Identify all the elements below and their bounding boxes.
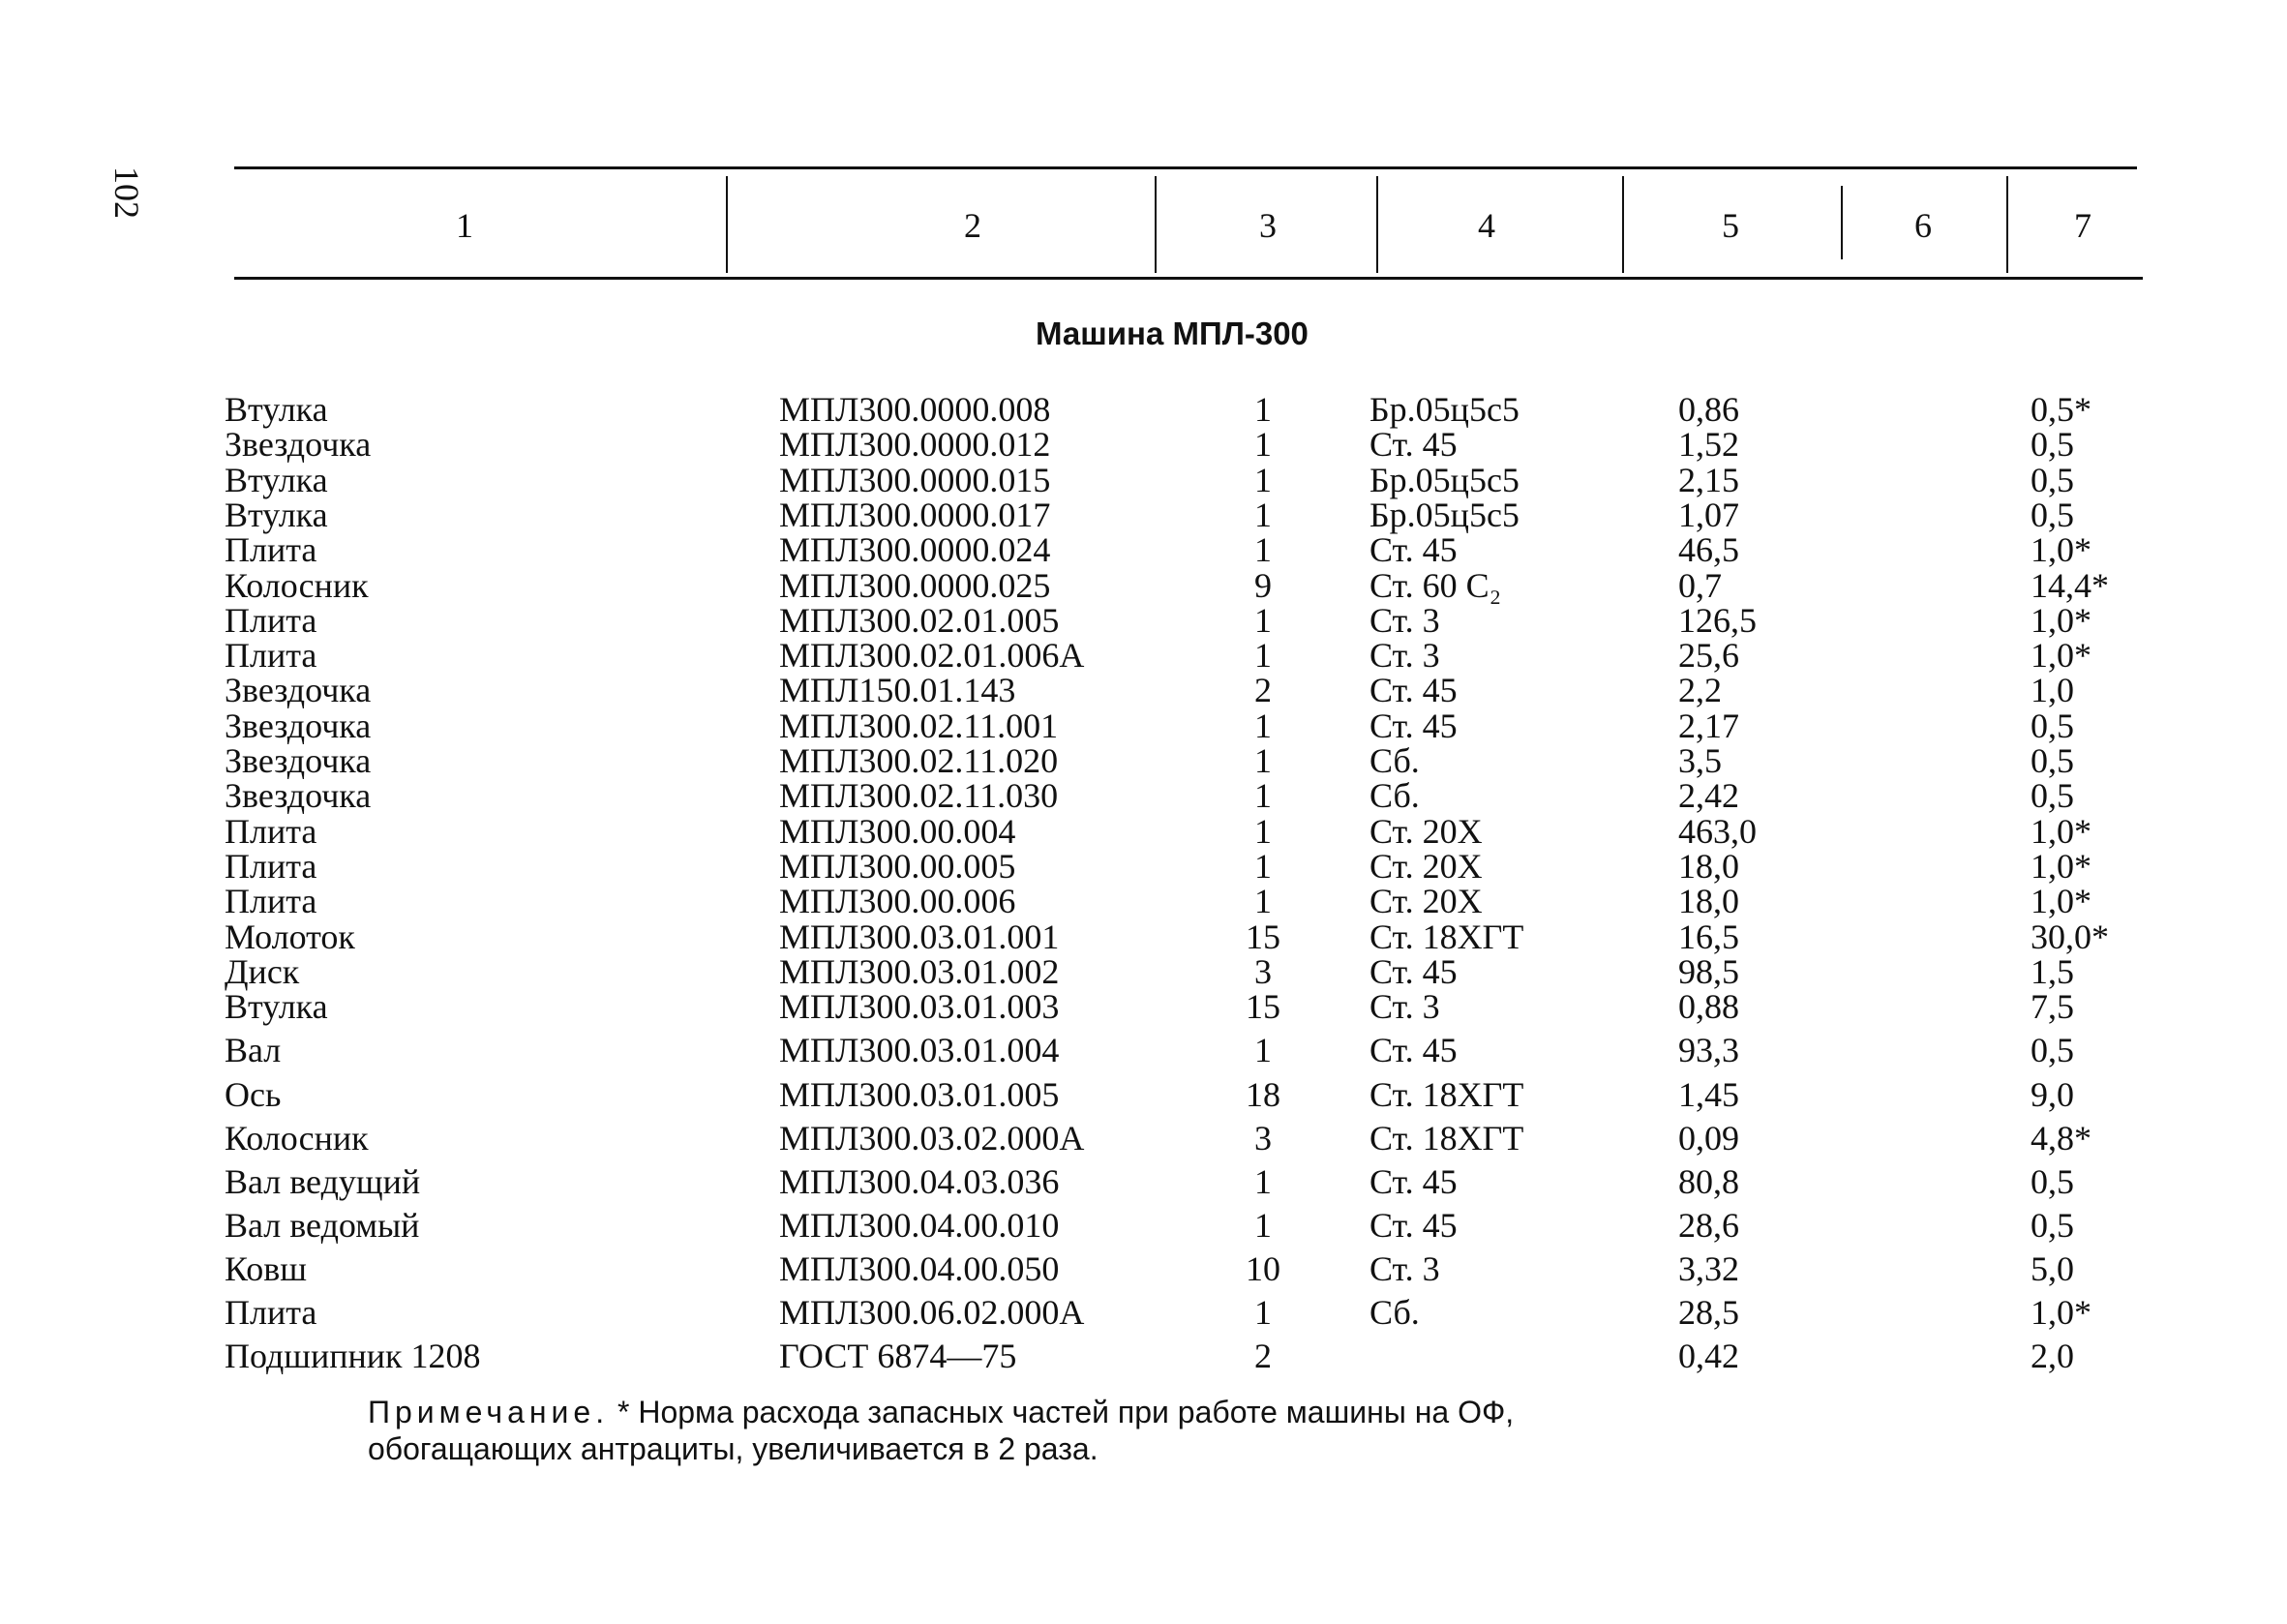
table-row — [0, 986, 2287, 1027]
part-name: Втулка — [225, 390, 328, 429]
part-quantity: 1 — [1254, 706, 1272, 745]
part-name: Молоток — [225, 917, 355, 956]
table-row — [0, 1074, 2287, 1114]
part-name: Втулка — [225, 495, 328, 534]
part-mass: 16,5 — [1678, 917, 1739, 956]
table-row — [0, 1161, 2287, 1201]
part-name: Плита — [225, 636, 317, 676]
column-divider — [1155, 176, 1157, 273]
part-norm: 1,0* — [2031, 811, 2091, 851]
part-name: Плита — [225, 811, 317, 851]
part-code: МПЛ300.0000.017 — [779, 495, 1051, 534]
part-quantity: 1 — [1254, 1162, 1272, 1201]
table-row — [0, 529, 2287, 570]
part-code: МПЛ300.02.11.030 — [779, 776, 1059, 816]
part-code: МПЛ300.04.00.050 — [779, 1249, 1060, 1288]
column-divider — [2006, 176, 2008, 273]
part-quantity: 1 — [1254, 811, 1272, 851]
part-mass: 2,15 — [1678, 460, 1739, 499]
table-row — [0, 1248, 2287, 1288]
part-name: Колосник — [225, 1119, 369, 1158]
table-row — [0, 811, 2287, 851]
part-code: МПЛ300.02.01.005 — [779, 600, 1060, 640]
table-header-bottom-rule — [234, 277, 2143, 280]
part-norm: 2,0 — [2031, 1337, 2074, 1375]
part-material: Бр.05ц5с5 — [1369, 495, 1520, 534]
part-name: Вал ведущий — [225, 1162, 421, 1201]
part-mass: 1,07 — [1678, 495, 1739, 534]
part-material: Ст. 45 — [1369, 706, 1458, 745]
part-quantity: 1 — [1254, 1031, 1272, 1069]
footnote-label: Примечание. — [368, 1395, 610, 1429]
part-code: МПЛ300.0000.025 — [779, 565, 1051, 605]
footnote-text: * Норма расхода запасных частей при работе машины на ОФ, обогащающих антрациты, увеличивается в 2 раза. — [368, 1395, 1515, 1466]
part-material: Ст. 60 С₂ — [1369, 565, 1502, 605]
part-mass: 2,17 — [1678, 706, 1739, 745]
part-material: Ст. 18ХГТ — [1369, 1119, 1524, 1158]
part-norm: 0,5 — [2031, 776, 2074, 816]
part-material: Ст. 3 — [1369, 987, 1440, 1027]
table-row — [0, 670, 2287, 710]
part-norm: 30,0* — [2031, 917, 2109, 956]
part-name: Ковш — [225, 1249, 307, 1288]
part-code: МПЛ300.03.01.005 — [779, 1075, 1060, 1114]
part-material: Сб. — [1369, 1293, 1420, 1332]
table-row — [0, 424, 2287, 465]
part-material: Ст. 18ХГТ — [1369, 917, 1524, 956]
part-material: Ст. 3 — [1369, 636, 1440, 676]
part-quantity: 1 — [1254, 882, 1272, 921]
table-row — [0, 846, 2287, 886]
table-row — [0, 951, 2287, 991]
part-quantity: 1 — [1254, 846, 1272, 886]
part-material: Сб. — [1369, 776, 1420, 816]
part-quantity: 1 — [1254, 1206, 1272, 1245]
part-material: Ст. 20Х — [1369, 882, 1483, 921]
part-quantity: 1 — [1254, 741, 1272, 780]
part-norm: 1,0* — [2031, 530, 2091, 570]
table-row — [0, 740, 2287, 780]
part-norm: 4,8* — [2031, 1119, 2091, 1158]
part-code: МПЛ300.04.03.036 — [779, 1162, 1060, 1201]
part-norm: 0,5 — [2031, 425, 2074, 465]
part-norm: 1,5 — [2031, 951, 2074, 991]
part-norm: 1,0* — [2031, 1293, 2091, 1332]
part-mass: 1,52 — [1678, 425, 1739, 465]
table-row — [0, 565, 2287, 605]
part-name: Плита — [225, 600, 317, 640]
table-row — [0, 775, 2287, 816]
page-number: 102 — [107, 166, 146, 219]
column-header-4: 4 — [1478, 206, 1495, 245]
part-quantity: 3 — [1254, 951, 1272, 991]
column-divider — [1622, 176, 1624, 273]
part-norm: 0,5 — [2031, 1206, 2074, 1245]
table-row — [0, 635, 2287, 676]
part-name: Плита — [225, 530, 317, 570]
part-code: МПЛ300.06.02.000А — [779, 1293, 1085, 1332]
part-norm: 0,5 — [2031, 1162, 2074, 1201]
part-mass: 0,42 — [1678, 1337, 1739, 1375]
table-row — [0, 917, 2287, 956]
part-code: МПЛ300.00.005 — [779, 846, 1016, 886]
part-mass: 0,09 — [1678, 1119, 1739, 1158]
column-divider — [1841, 186, 1843, 259]
section-title: Машина МПЛ-300 — [1036, 316, 1309, 351]
part-mass: 93,3 — [1678, 1031, 1739, 1069]
part-code: МПЛ300.03.01.003 — [779, 987, 1060, 1027]
part-name: Колосник — [225, 565, 369, 605]
part-material: Бр.05ц5с5 — [1369, 460, 1520, 499]
table-row — [0, 1336, 2287, 1375]
part-mass: 18,0 — [1678, 882, 1739, 921]
part-quantity: 1 — [1254, 530, 1272, 570]
column-header-5: 5 — [1722, 206, 1739, 245]
part-name: Вал — [225, 1031, 282, 1069]
part-material: Ст. 45 — [1369, 530, 1458, 570]
part-code: МПЛ300.0000.024 — [779, 530, 1051, 570]
part-mass: 46,5 — [1678, 530, 1739, 570]
part-mass: 2,42 — [1678, 776, 1739, 816]
column-header-1: 1 — [456, 206, 473, 245]
part-material: Ст. 3 — [1369, 600, 1440, 640]
part-mass: 25,6 — [1678, 636, 1739, 676]
table-top-rule — [234, 166, 2137, 169]
part-material: Ст. 20Х — [1369, 811, 1483, 851]
part-code: МПЛ300.03.02.000А — [779, 1119, 1085, 1158]
part-material: Ст. 45 — [1369, 951, 1458, 991]
part-norm: 0,5 — [2031, 460, 2074, 499]
part-norm: 0,5* — [2031, 390, 2091, 429]
part-mass: 3,5 — [1678, 741, 1722, 780]
part-quantity: 18 — [1246, 1075, 1280, 1114]
part-quantity: 2 — [1254, 671, 1272, 710]
part-norm: 5,0 — [2031, 1249, 2074, 1288]
part-material: Ст. 45 — [1369, 1031, 1458, 1069]
part-quantity: 1 — [1254, 600, 1272, 640]
part-mass: 18,0 — [1678, 846, 1739, 886]
part-material: Бр.05ц5с5 — [1369, 390, 1520, 429]
part-name: Втулка — [225, 460, 328, 499]
part-quantity: 9 — [1254, 565, 1272, 605]
part-name: Втулка — [225, 987, 328, 1027]
part-code: МПЛ300.00.004 — [779, 811, 1016, 851]
part-name: Плита — [225, 846, 317, 886]
part-name: Звездочка — [225, 706, 372, 745]
part-norm: 0,5 — [2031, 706, 2074, 745]
part-code: МПЛ150.01.143 — [779, 671, 1016, 710]
part-code: МПЛ300.03.01.004 — [779, 1031, 1060, 1069]
footnote — [368, 1394, 1529, 1467]
part-quantity: 15 — [1246, 917, 1280, 956]
part-quantity: 1 — [1254, 425, 1272, 465]
part-quantity: 1 — [1254, 495, 1272, 534]
part-quantity: 15 — [1246, 987, 1280, 1027]
part-mass: 463,0 — [1678, 811, 1757, 851]
part-mass: 0,86 — [1678, 390, 1739, 429]
part-norm: 9,0 — [2031, 1075, 2074, 1114]
part-mass: 28,6 — [1678, 1206, 1739, 1245]
part-norm: 1,0* — [2031, 846, 2091, 886]
part-norm: 14,4* — [2031, 565, 2109, 605]
part-code: МПЛ300.0000.015 — [779, 460, 1051, 499]
part-quantity: 1 — [1254, 390, 1272, 429]
table-row — [0, 881, 2287, 921]
part-code: МПЛ300.02.11.020 — [779, 741, 1059, 780]
part-norm: 1,0* — [2031, 600, 2091, 640]
part-name: Диск — [225, 951, 300, 991]
part-code: МПЛ300.00.006 — [779, 882, 1016, 921]
part-quantity: 2 — [1254, 1337, 1272, 1375]
part-mass: 80,8 — [1678, 1162, 1739, 1201]
column-divider — [1376, 176, 1378, 273]
part-quantity: 1 — [1254, 1293, 1272, 1332]
table-row — [0, 1030, 2287, 1069]
part-material: Ст. 45 — [1369, 671, 1458, 710]
part-material: Ст. 18ХГТ — [1369, 1075, 1524, 1114]
part-name: Звездочка — [225, 741, 372, 780]
part-code: МПЛ300.03.01.002 — [779, 951, 1060, 991]
part-name: Вал ведомый — [225, 1206, 420, 1245]
part-code: МПЛ300.0000.008 — [779, 390, 1051, 429]
part-code: МПЛ300.02.11.001 — [779, 706, 1059, 745]
part-mass: 28,5 — [1678, 1293, 1739, 1332]
part-mass: 126,5 — [1678, 600, 1757, 640]
part-name: Звездочка — [225, 425, 372, 465]
part-name: Ось — [225, 1075, 282, 1114]
part-norm: 1,0* — [2031, 882, 2091, 921]
part-material: Сб. — [1369, 741, 1420, 780]
part-code: МПЛ300.04.00.010 — [779, 1206, 1060, 1245]
table-row — [0, 389, 2287, 429]
part-quantity: 1 — [1254, 776, 1272, 816]
column-header-3: 3 — [1259, 206, 1277, 245]
part-mass: 0,7 — [1678, 565, 1722, 605]
part-quantity: 1 — [1254, 460, 1272, 499]
table-row — [0, 495, 2287, 534]
part-norm: 0,5 — [2031, 1031, 2074, 1069]
part-name: Подшипник 1208 — [225, 1337, 481, 1375]
part-material: Ст. 45 — [1369, 1206, 1458, 1245]
column-header-2: 2 — [964, 206, 981, 245]
part-mass: 3,32 — [1678, 1249, 1739, 1288]
part-material: Ст. 3 — [1369, 1249, 1440, 1288]
column-divider — [726, 176, 728, 273]
part-mass: 0,88 — [1678, 987, 1739, 1027]
column-header-6: 6 — [1914, 206, 1932, 245]
part-norm: 7,5 — [2031, 987, 2074, 1027]
part-norm: 0,5 — [2031, 741, 2074, 780]
part-material: Ст. 45 — [1369, 425, 1458, 465]
part-name: Плита — [225, 882, 317, 921]
part-mass: 1,45 — [1678, 1075, 1739, 1114]
part-code: МПЛ300.02.01.006А — [779, 636, 1085, 676]
part-mass: 98,5 — [1678, 951, 1739, 991]
part-code: МПЛ300.03.01.001 — [779, 917, 1060, 956]
part-name: Звездочка — [225, 776, 372, 816]
column-header-7: 7 — [2074, 206, 2091, 245]
part-quantity: 3 — [1254, 1119, 1272, 1158]
part-mass: 2,2 — [1678, 671, 1722, 710]
table-row — [0, 1292, 2287, 1332]
table-row — [0, 706, 2287, 745]
table-row — [0, 1118, 2287, 1158]
table-row — [0, 460, 2287, 499]
part-name: Плита — [225, 1293, 317, 1332]
part-name: Звездочка — [225, 671, 372, 710]
part-norm: 0,5 — [2031, 495, 2074, 534]
table-row — [0, 600, 2287, 640]
table-row — [0, 1205, 2287, 1245]
part-quantity: 1 — [1254, 636, 1272, 676]
part-quantity: 10 — [1246, 1249, 1280, 1288]
part-norm: 1,0 — [2031, 671, 2074, 710]
part-code: МПЛ300.0000.012 — [779, 425, 1051, 465]
part-norm: 1,0* — [2031, 636, 2091, 676]
part-material: Ст. 20Х — [1369, 846, 1483, 886]
part-material: Ст. 45 — [1369, 1162, 1458, 1201]
part-code: ГОСТ 6874—75 — [779, 1337, 1017, 1375]
